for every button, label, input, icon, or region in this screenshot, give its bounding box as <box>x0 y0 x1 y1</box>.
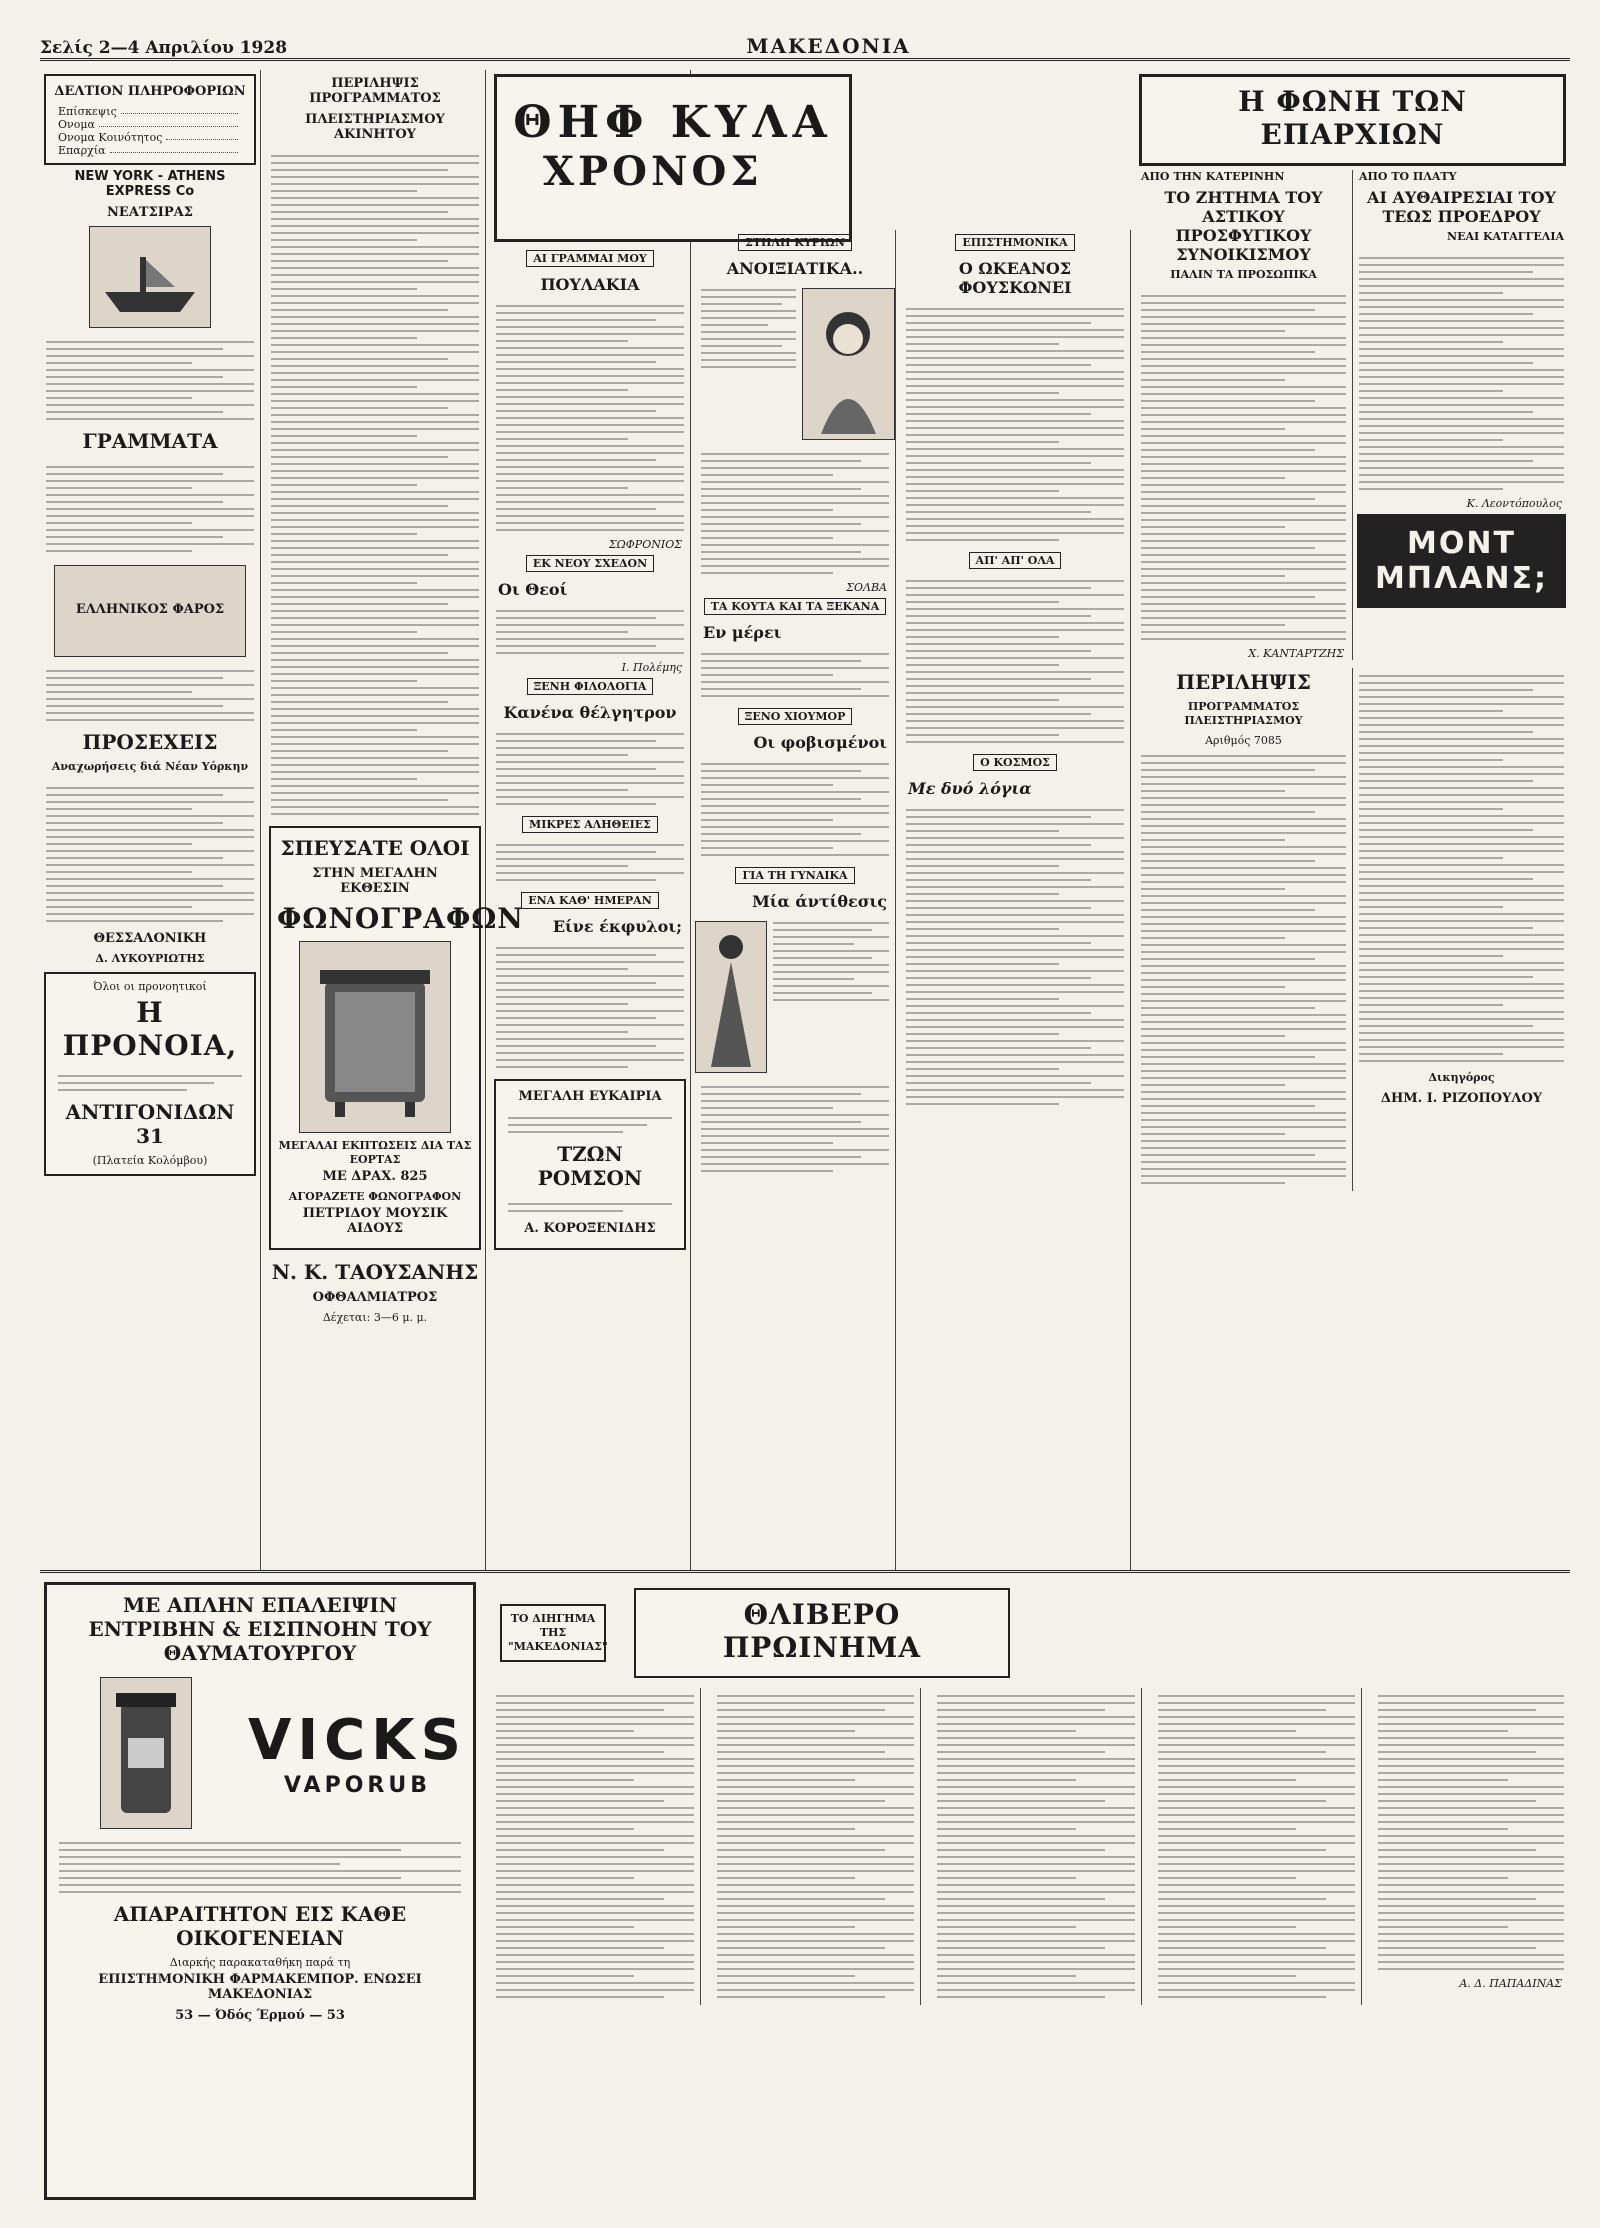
section-tag: ΕΚ ΝΕΟΥ ΣΧΕΔΟΝ <box>526 555 654 572</box>
pronoia-place: (Πλατεία Κολόμβου) <box>92 1154 208 1167</box>
masthead-title: ΜΑΚΕΔΟΝΙΑ <box>746 34 911 58</box>
platy-title: ΑΙ ΑΥΘΑΙΡΕΣΙΑΙ ΤΟΥ ΤΕΩΣ ΠΡΟΕΔΡΟΥ <box>1367 188 1556 226</box>
column-science <box>900 230 1131 1570</box>
katerini-from: ΑΠΟ ΤΗΝ ΚΑΤΕΡΙΝΗΝ <box>1141 170 1285 183</box>
article-title: Οι φοβισμένοι <box>753 733 887 752</box>
section-tag: ΕΝΑ ΚΑΘ' ΗΜΕΡΑΝ <box>521 892 659 909</box>
banner-line1: ΘΗΦ ΚΥΛΑ <box>513 97 833 148</box>
serial-title-box <box>634 1588 1010 1678</box>
masthead <box>40 28 1570 61</box>
vicks-store: ΕΠΙΣΤΗΜΟΝΙΚΗ ΦΑΡΜΑΚΕΜΠΟΡ. ΕΝΩΣΕΙ ΜΑΚΕΔΟΝΙΑΣ <box>98 1972 422 2002</box>
katerini-author: Χ. ΚΑΝΤΑΡΤΖΗΣ <box>1248 647 1344 660</box>
newyork-express-sub: ΝΕΑΤΣΙΡΑΣ <box>107 205 193 220</box>
section-tag: Ο ΚΟΣΜΟΣ <box>973 754 1057 771</box>
pronoia-pre: Όλοι οι προνοητικοί <box>93 980 207 993</box>
vicks-sub: VAPORUB <box>284 1773 431 1798</box>
pronoia-title: Η ΠΡΟΝΟΙΑ, <box>62 996 238 1062</box>
serial-label-box <box>500 1604 606 1662</box>
section-tag: ΓΙΑ ΤΗ ΓΥΝΑΙΚΑ <box>735 867 854 884</box>
mont-blanc-ad <box>1357 514 1566 608</box>
notice-number: Αριθμός 7085 <box>1205 734 1282 747</box>
katerini-sub: ΠΑΛΙΝ ΤΑ ΠΡΟΣΩΠΙΚΑ <box>1170 268 1317 281</box>
pronoia-ad <box>44 972 256 1176</box>
phonograph-title: ΦΩΝΟΓΡΑΦΩΝ <box>277 902 524 935</box>
provinces-header-box <box>1139 74 1566 166</box>
banner-line2: ΧΡΟΝΟΣ <box>543 148 763 195</box>
notice-sub: ΠΡΟΓΡΑΜΜΑΤΟΣ ΠΛΕΙΣΤΗΡΙΑΣΜΟΥ <box>1184 700 1303 727</box>
article-title: Κανένα θέλγητρον <box>503 703 677 722</box>
notice-title: ΠΕΡΙΛΗΨΙΣ <box>1176 670 1311 694</box>
info-box-title: ΔΕΛΤΙΟΝ ΠΛΗΡΟΦΟΡΙΩΝ <box>54 84 246 99</box>
info-row-label: Επίσκεψις <box>58 105 117 118</box>
mont-blanc-text: ΜΟΝΤ ΜΠΛΑΝΣ; <box>1375 526 1548 596</box>
article-title: Οι Θεοί <box>498 580 568 599</box>
lady-figure-icon <box>701 927 761 1067</box>
doctor-ad <box>265 1260 485 1325</box>
column-auction <box>265 70 524 1570</box>
vicks-pre: ΜΕ ΑΠΛΗΝ ΕΠΑΛΕΙΨΙΝ ΕΝΤΡΙΒΗΝ & ΕΙΣΠΝΟΗΝ ΤΟΥ ΘΑΥΜΑΤΟΥΡΓΟΥ <box>88 1593 432 1665</box>
section-tag: ΜΙΚΡΕΣ ΑΛΗΘΕΙΕΣ <box>522 816 658 833</box>
section-tag: ΞΕΝΟ ΧΙΟΥΜΟΡ <box>738 708 853 725</box>
express-text <box>40 334 260 427</box>
serial-title: ΘΛΙΒΕΡΟ ΠΡΩΙΝΗΜΑ <box>722 1598 922 1664</box>
vicks-jar-image <box>100 1677 192 1829</box>
article-author: Ι. Πολέμης <box>621 661 682 674</box>
phonograph-speusate: ΣΠΕΥΣΑΤΕ ΟΛΟΙ <box>280 836 470 860</box>
doctor-name: Ν. Κ. ΤΑΟΥΣΑΝΗΣ <box>271 1260 479 1284</box>
auction-notice-cont <box>1353 668 1570 1191</box>
article-author: ΣΩΦΡΟΝΙΟΣ <box>608 538 682 551</box>
serial-label: ΤΟ ΔΙΗΓΗΜΑ ΤΗΣ "ΜΑΚΕΔΟΝΙΑΣ" <box>508 1612 608 1653</box>
phonograph-shop: ΠΕΤΡΙΔΟΥ ΜΟΥΣΙΚ ΑΙΔΟΥΣ <box>302 1206 448 1236</box>
vicks-ad-box <box>44 1582 476 2200</box>
section-tag: ΕΠΙΣΤΗΜΟΝΙΚΑ <box>955 234 1074 251</box>
auction-notice <box>1135 668 1353 1191</box>
notice-sign2: ΔΗΜ. Ι. ΡΙΖΟΠΟΥΛΟΥ <box>1380 1091 1543 1106</box>
sale-title: ΜΕΓΑΛΗ ΕΥΚΑΙΡΙΑ <box>518 1089 662 1104</box>
info-row-label: Ονομα <box>58 118 95 131</box>
footer-divider <box>40 1570 1570 1573</box>
woman-illustration <box>802 288 895 440</box>
notice-sign1: Δικηγόρος <box>1428 1071 1495 1084</box>
article-title: Εν μέρει <box>703 623 782 642</box>
phonograph-price1: ΜΕΓΑΛΑΙ ΕΚΠΤΩΣΕΙΣ ΔΙΑ ΤΑΣ ΕΟΡΤΑΣ <box>278 1139 472 1166</box>
prosexeis-sub: Αναχωρήσεις διά Νέαν Υόρκην <box>51 760 249 773</box>
woman-portrait-icon <box>806 294 891 434</box>
banner-chronos <box>494 74 852 242</box>
platy-from: ΑΠΟ ΤΟ ΠΛΑΤΥ <box>1359 170 1457 183</box>
prosexeis-heading: ΠΡΟΣΕΧΕΙΣ <box>82 730 218 754</box>
faros-ad-title: ΕΛΛΗΝΙΚΟΣ ΦΑΡΟΣ <box>75 601 225 617</box>
doctor-specialty: ΟΦΘΑΛΜΙΑΤΡΟΣ <box>312 1290 438 1305</box>
fashion-illustration <box>695 921 767 1073</box>
auction-head1: ΠΕΡΙΛΗΨΙΣ ΠΡΟΓΡΑΜΜΑΤΟΣ <box>309 76 441 106</box>
sale-shop: ΤΖΩΝ ΡΟΜΣΟΝ <box>537 1142 643 1190</box>
platy-article <box>1353 170 1570 660</box>
column-provinces <box>1135 70 1570 1570</box>
pronoia-address: ΑΝΤΙΓΟΝΙΔΩΝ 31 <box>65 1100 235 1148</box>
sale-ad <box>494 1079 686 1250</box>
auction-text <box>265 148 485 822</box>
section-tag: ΑΠ' ΑΠ' ΟΛΑ <box>969 552 1062 569</box>
article-title: Μία άντίθεσις <box>752 892 887 911</box>
article-author: ΣΟΛΒΑ <box>846 581 887 594</box>
article-title: ΑΝΟΙΞΙΑΤΙΚΑ.. <box>726 259 864 278</box>
section-tag: ΞΕΝΗ ΦΙΛΟΛΟΓΙΑ <box>527 678 654 695</box>
vicks-stock: Διαρκής παρακαταθήκη παρά τη <box>169 1956 351 1969</box>
ship-icon <box>95 232 205 322</box>
section-tag: ΣΤΗΛΗ ΚΥΡΙΩΝ <box>738 234 852 251</box>
article-title: Με δυό λόγια <box>908 779 1032 798</box>
phonograph-image <box>299 941 451 1133</box>
vicks-need: ΑΠΑΡΑΙΤΗΤΟΝ ΕΙΣ ΚΑΘΕ ΟΙΚΟΓΕΝΕΙΑΝ <box>113 1902 407 1950</box>
phonograph-exhibit: ΣΤΗΝ ΜΕΓΑΛΗΝ ΕΚΘΕΣΙΝ <box>312 866 438 896</box>
phonograph-price2: ΜΕ ΔΡΑΧ. 825 <box>322 1169 428 1184</box>
platy-sub: ΝΕΑΙ ΚΑΤΑΓΓΕΛΙΑ <box>1447 230 1564 243</box>
katerini-title: ΤΟ ΖΗΤΗΜΑ ΤΟΥ ΑΣΤΙΚΟΥ ΠΡΟΣΦΥΓΙΚΟΥ ΣΥΝΟΙΚΙΣΜΟΥ <box>1164 188 1323 264</box>
city-heading: ΘΕΣΣΑΛΟΝΙΚΗ <box>93 931 207 946</box>
info-row-label: Ονομα Κοινότητος <box>58 131 163 144</box>
article-title: Είνε έκφυλοι; <box>552 917 682 936</box>
sale-owner: Α. ΚΟΡΟΞΕΝΙΔΗΣ <box>524 1221 656 1236</box>
serial-author: Α. Δ. ΠΑΠΑΔΙΝΑΣ <box>1459 1977 1562 1990</box>
section-tag: ΑΙ ΓΡΑΜΜΑΙ ΜΟΥ <box>526 250 654 267</box>
phonograph-price3: ΑΓΟΡΑΖΕΤΕ ΦΩΝΟΓΡΑΦΟΝ <box>288 1190 462 1203</box>
provinces-header: Η ΦΩΝΗ ΤΩΝ ΕΠΑΡΧΙΩΝ <box>1238 85 1467 151</box>
doctor-hours: Δέχεται: 3—6 μ. μ. <box>322 1311 428 1324</box>
express-illustration <box>89 226 211 328</box>
faros-ad-image <box>54 565 246 657</box>
vicks-brand: VICKS <box>248 1708 467 1773</box>
newyork-express-title: NEW YORK - ATHENS EXPRESS Co <box>74 169 226 199</box>
column-classifieds <box>40 70 261 1570</box>
phonograph-icon <box>310 952 440 1122</box>
section-tag: ΤΑ ΚΟΥΤΑ ΚΑΙ ΤΑ ΞΕΚΑΝΑ <box>704 598 887 615</box>
phonograph-ad <box>269 826 524 1250</box>
auction-head2: ΠΛΕΙΣΤΗΡΙΑΣΜΟΥ ΑΚΙΝΗΤΟΥ <box>305 112 445 142</box>
grammata-heading: ΓΡΑΜΜΑΤΑ <box>82 429 218 453</box>
masthead-date: Σελίς 2—4 Απριλίου 1928 <box>40 38 288 58</box>
jar-icon <box>106 1683 186 1823</box>
platy-author: Κ. Λεοντόπουλος <box>1466 497 1562 510</box>
agent-name: Δ. ΛΥΚΟΥΡΙΩΤΗΣ <box>95 952 205 965</box>
vicks-ad <box>40 1578 480 2198</box>
katerini-article <box>1135 170 1353 660</box>
info-box <box>44 74 256 165</box>
column-ladies <box>695 230 896 1570</box>
info-row-label: Επαρχία <box>58 144 106 157</box>
vicks-address: 53 — Όδός Έρμού — 53 <box>175 2008 345 2023</box>
article-title: ΠΟΥΛΑΚΙΑ <box>540 275 640 294</box>
serial-story <box>490 1578 1570 2198</box>
article-title: Ο ΩΚΕΑΝΟΣ ΦΟΥΣΚΩΝΕΙ <box>958 259 1072 297</box>
